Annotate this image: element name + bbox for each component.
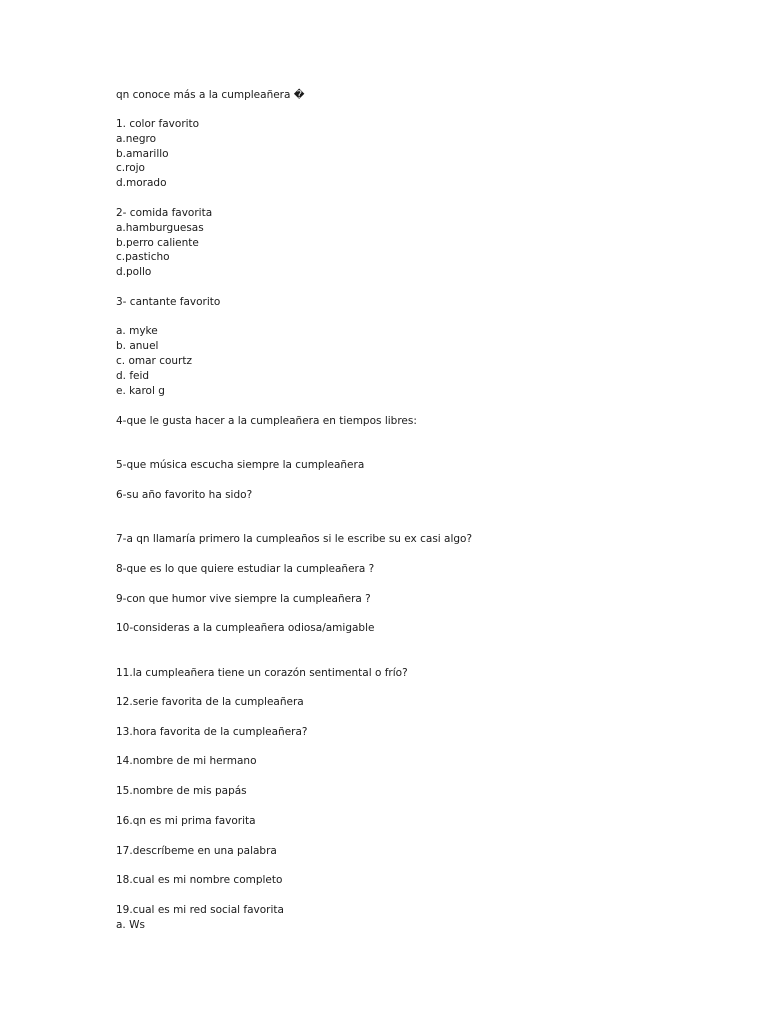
question-10: 10-consideras a la cumpleañera odiosa/amigable xyxy=(116,622,375,634)
question-19-option: a. Ws xyxy=(116,919,145,931)
question-11: 11.la cumpleañera tiene un corazón sentimental o frío? xyxy=(116,667,408,679)
document-title: qn conoce más a la cumpleañera � xyxy=(116,89,305,101)
question-1-option: c.rojo xyxy=(116,162,145,174)
question-1: 1. color favorito xyxy=(116,118,200,130)
question-1-option: b.amarillo xyxy=(116,148,169,160)
question-17: 17.descríbeme en una palabra xyxy=(116,845,277,857)
question-14: 14.nombre de mi hermano xyxy=(116,755,257,767)
question-2-option: b.perro caliente xyxy=(116,237,199,249)
question-4: 4-que le gusta hacer a la cumpleañera en tiempos libres: xyxy=(116,415,417,427)
question-5: 5-que música escucha siempre la cumpleañera xyxy=(116,459,365,471)
question-3-option: c. omar courtz xyxy=(116,355,192,367)
question-2-option: c.pasticho xyxy=(116,251,170,263)
question-7: 7-a qn llamaría primero la cumpleaños si le escribe su ex casi algo? xyxy=(116,533,473,545)
question-19: 19.cual es mi red social favorita xyxy=(116,904,284,916)
question-2-option: a.hamburguesas xyxy=(116,222,204,234)
question-8: 8-que es lo que quiere estudiar la cumpleañera ? xyxy=(116,563,375,575)
question-9: 9-con que humor vive siempre la cumpleañera ? xyxy=(116,593,371,605)
question-3-option: a. myke xyxy=(116,325,158,337)
question-3-option: e. karol g xyxy=(116,385,165,397)
question-18: 18.cual es mi nombre completo xyxy=(116,874,283,886)
question-3: 3- cantante favorito xyxy=(116,296,221,308)
question-3-option: b. anuel xyxy=(116,340,159,352)
question-1-option: a.negro xyxy=(116,133,157,145)
question-15: 15.nombre de mis papás xyxy=(116,785,247,797)
question-16: 16.qn es mi prima favorita xyxy=(116,815,256,827)
question-13: 13.hora favorita de la cumpleañera? xyxy=(116,726,308,738)
question-6: 6-su año favorito ha sido? xyxy=(116,489,253,501)
question-2-option: d.pollo xyxy=(116,266,152,278)
question-12: 12.serie favorita de la cumpleañera xyxy=(116,696,304,708)
question-1-option: d.morado xyxy=(116,177,167,189)
question-3-option: d. feid xyxy=(116,370,150,382)
question-2: 2- comida favorita xyxy=(116,207,213,219)
